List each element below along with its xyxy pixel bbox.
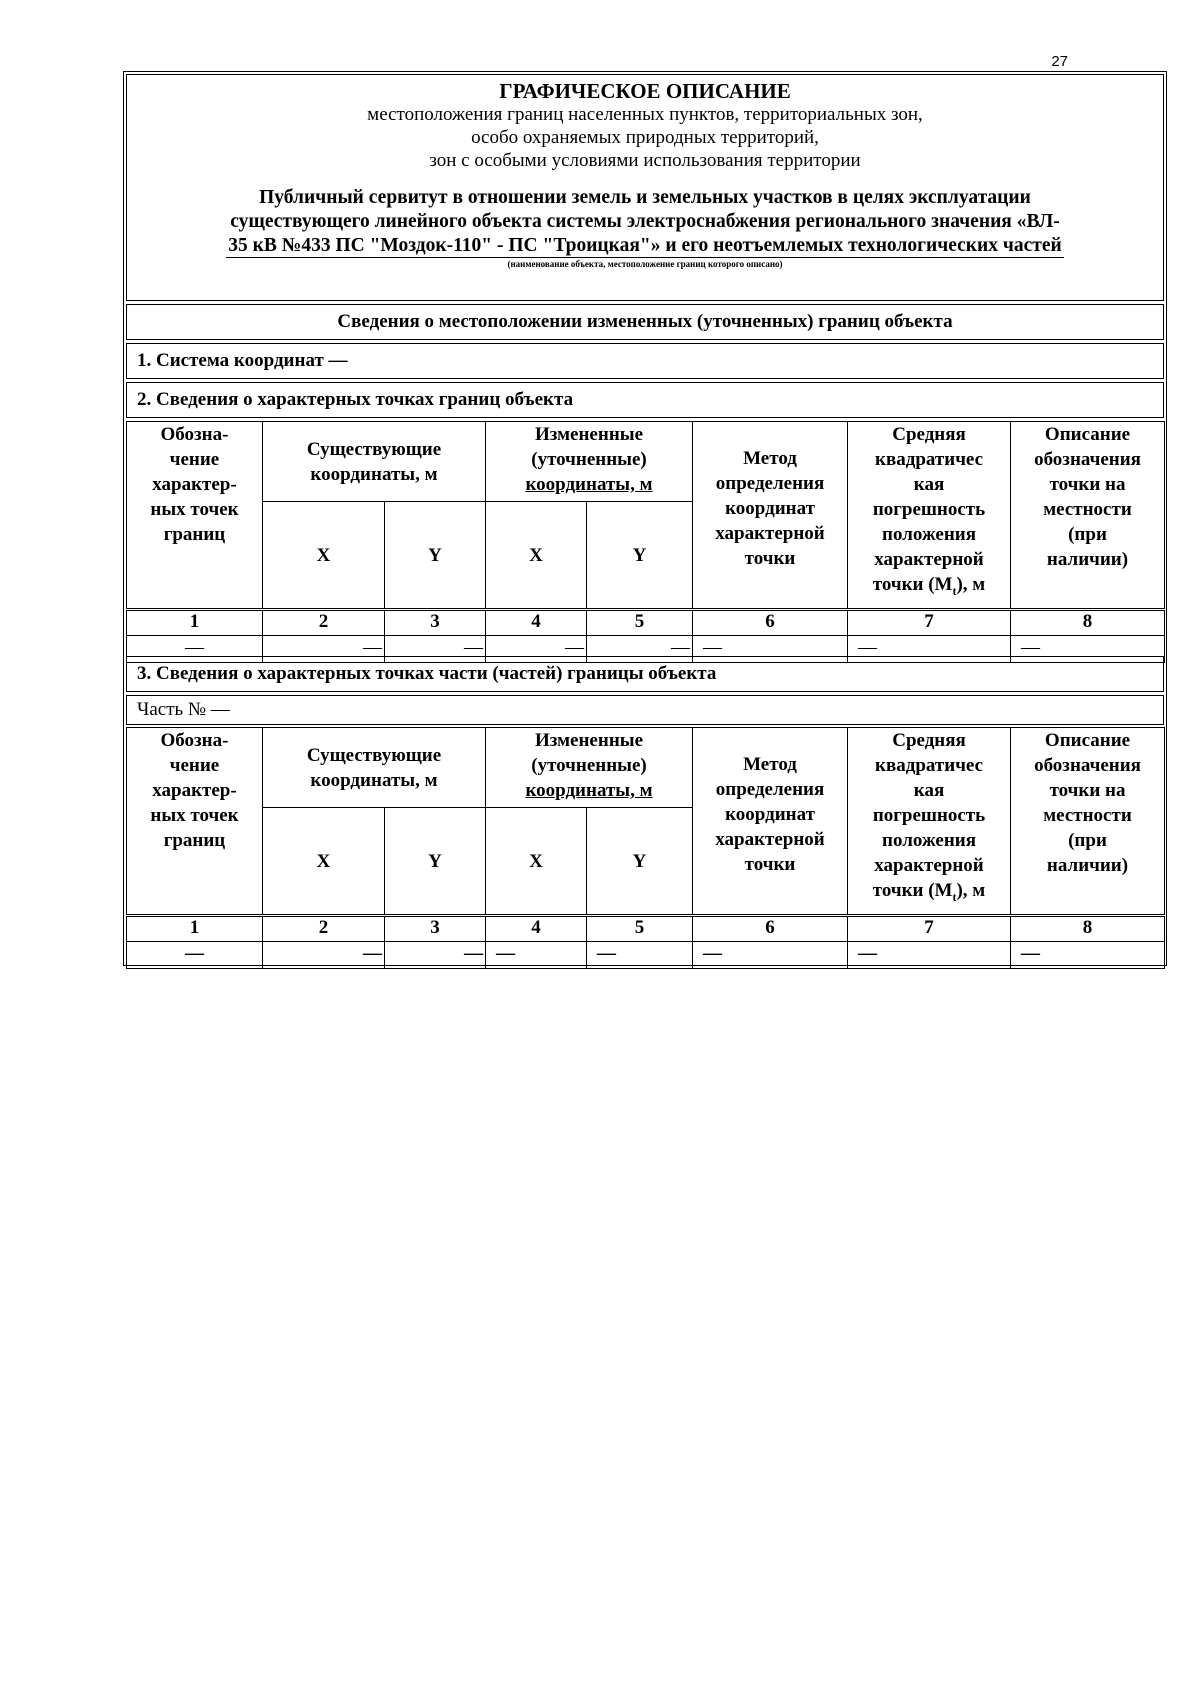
header-changed-y: Y: [587, 808, 693, 916]
header-changed-x: X: [486, 502, 587, 610]
header-changed-x: X: [486, 808, 587, 916]
header-changed-coordinates: Измененные (уточненные) координаты, м: [486, 422, 693, 502]
document-title: ГРАФИЧЕСКОЕ ОПИСАНИЕ: [499, 79, 791, 103]
document-subtitle-line3: зон с особыми условиями использования территории: [429, 150, 861, 171]
part-points-table: [126, 727, 1165, 969]
header-point-description: Описание обозначения точки на местности (при наличии): [1011, 728, 1165, 916]
object-name-line1: Публичный сервитут в отношении земель и земельных участков в целях эксплуатации: [259, 187, 1031, 208]
document-subtitle-line2: особо охраняемых природных территорий,: [471, 127, 819, 148]
header-existing-y: Y: [385, 502, 486, 610]
points-table: [126, 421, 1165, 663]
header-mean-square-error: Средняя квадратичес кая погрешность положения характерной точки $(M_t)$, м: [848, 422, 1011, 610]
header-changed-coordinates: Измененные (уточненные) координаты, м: [486, 728, 693, 808]
header-point-designation: Обозна- чение характер- ных точек границ: [127, 728, 263, 916]
header-method: Метод определения координат характерной точки: [693, 422, 848, 610]
section-points: 2. Сведения о характерных точках границ объекта: [126, 382, 1164, 418]
section-changed-boundaries: Сведения о местоположении измененных (уточненных) границ объекта: [126, 304, 1164, 340]
document-subtitle-line1: местоположения границ населенных пунктов, территориальных зон,: [367, 104, 923, 125]
header-existing-y: Y: [385, 808, 486, 916]
column-numbers-row: 1 2 3 4 5 6 7 8: [127, 610, 1165, 636]
header-point-description: Описание обозначения точки на местности (при наличии): [1011, 422, 1165, 610]
page-number: 27: [1051, 53, 1068, 70]
header-existing-x: X: [263, 808, 385, 916]
header-mean-square-error: Средняя квадратичес кая погрешность положения характерной точки $(M_t)$, м: [848, 728, 1011, 916]
header-changed-y: Y: [587, 502, 693, 610]
header-method: Метод определения координат характерной точки: [693, 728, 848, 916]
table-row: — — — — — — — —: [127, 636, 1165, 663]
table-row: — — — — — — — —: [127, 942, 1165, 969]
document-header: [126, 74, 1164, 301]
object-name-line2: существующего линейного объекта системы электроснабжения регионального значения «ВЛ-: [230, 211, 1060, 232]
header-existing-coordinates: Существующие координаты, м: [263, 422, 486, 502]
header-existing-coordinates: Существующие координаты, м: [263, 728, 486, 808]
object-name: [127, 186, 1163, 258]
part-number: Часть № —: [126, 695, 1164, 725]
header-existing-x: X: [263, 502, 385, 610]
header-point-designation: Обозна- чение характер- ных точек границ: [127, 422, 263, 610]
section-part-points: 3. Сведения о характерных точках части (частей) границы объекта: [126, 656, 1164, 692]
object-name-note: (наименование объекта, местоположение границ которого описано): [507, 259, 783, 269]
column-numbers-row: 1 2 3 4 5 6 7 8: [127, 916, 1165, 942]
section-coordinate-system: 1. Система координат —: [126, 343, 1164, 379]
object-name-line3: 35 кВ №433 ПС "Моздок-110" - ПС "Троицкая"» и его неотъемлемых технологических частей: [228, 235, 1062, 256]
